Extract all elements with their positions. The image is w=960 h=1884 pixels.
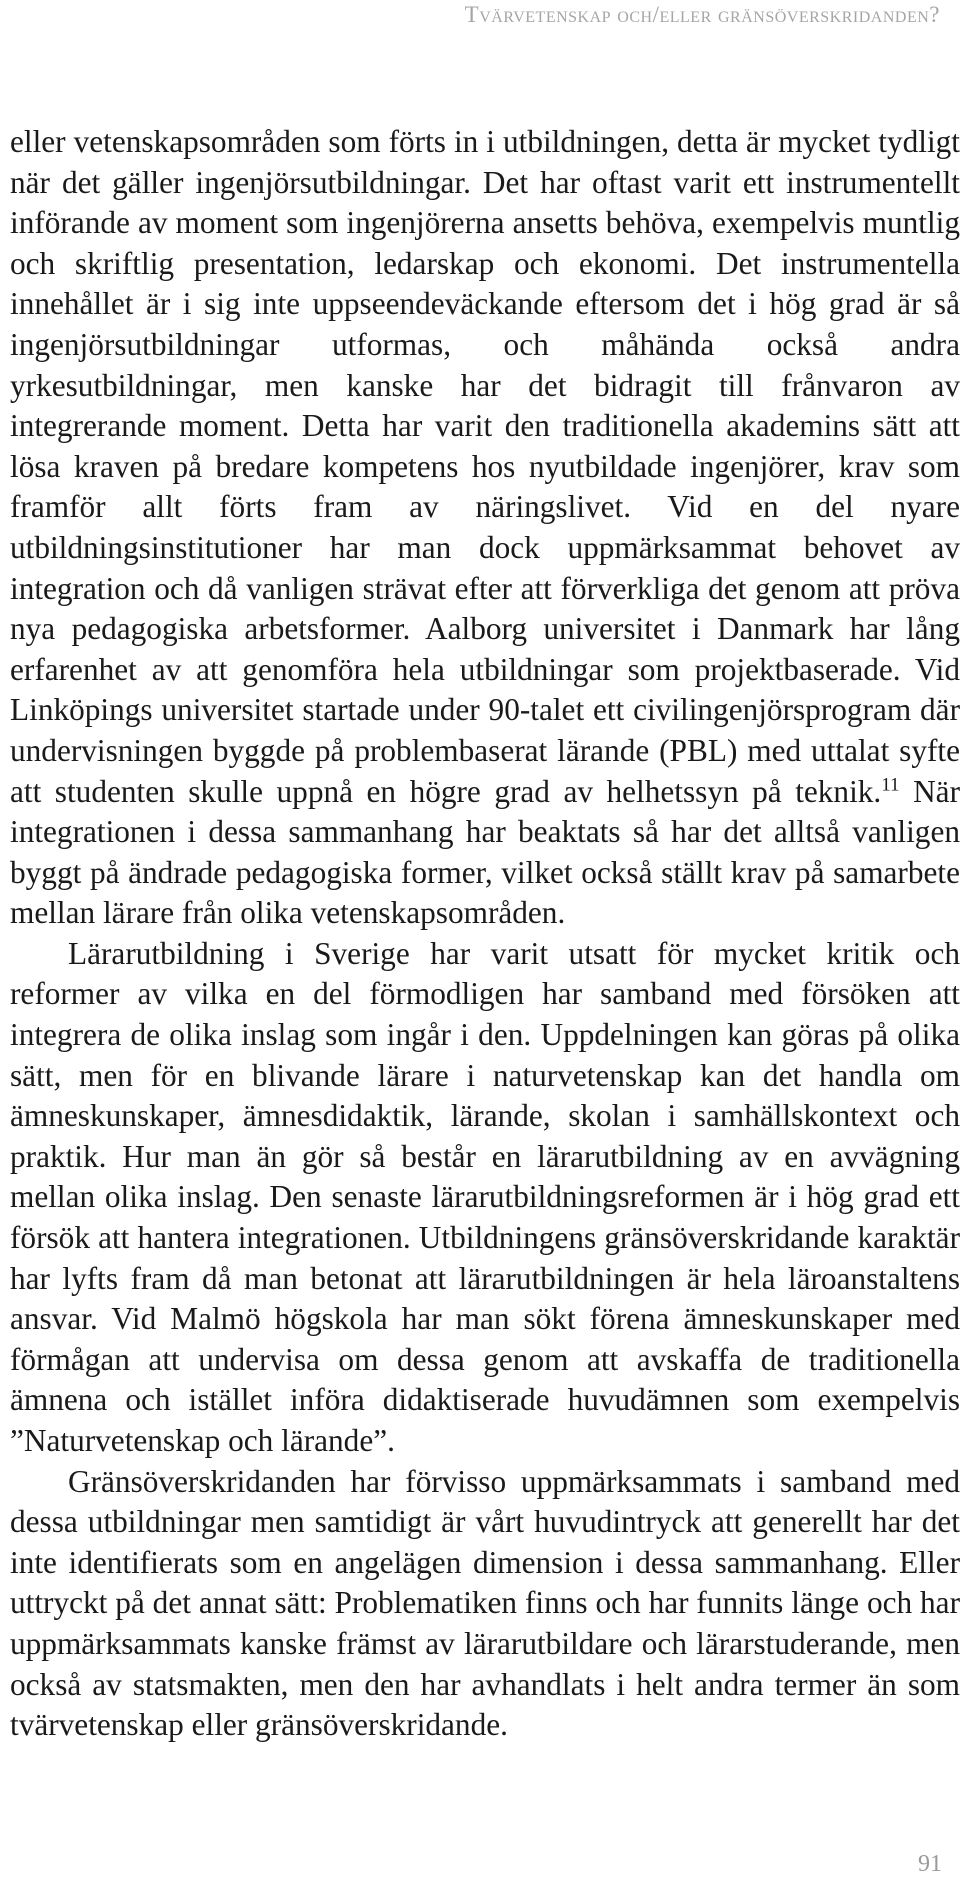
body-text	[10, 122, 960, 1746]
running-head-title: Tvärvetenskap och/eller gränsöverskridanden?	[464, 2, 940, 27]
paragraph-1-text: eller vetenskapsområden som förts in i utbildningen, detta är mycket tydligt när det gäller ingenjörsutbildningar. Det har oftast varit ett instrumentellt införande av moment som ingenjörerna ansetts behöva, exempelvis muntlig och skriftlig presentation, ledarskap och ekonomi. Det instrumentella innehållet är i sig inte uppseendeväckande eftersom det i hög grad är så ingenjörsutbildningar utformas, och måhända också andra yrkesutbildningar, men kanske har det bidragit till frånvaron av integrerande moment. Detta har varit den traditionella akademins sätt att lösa kraven på bredare kompetens hos nyutbildade ingenjörer, krav som framför allt förts fram av näringslivet. Vid en del nyare utbildningsinstitutioner har man dock uppmärksammat behovet av integration och då vanligen strävat efter att förverkliga det genom att pröva nya pedagogiska arbetsformer. Aalborg universitet i Danmark har lång erfarenhet av att genomföra hela utbildningar som projektbaserade. Vid Linköpings universitet startade under 90-talet ett civilingenjörsprogram där undervisningen byggde på problembaserat lärande (PBL) med uttalat syfte att studenten skulle uppnå en högre grad av helhetssyn på teknik.	[10, 124, 960, 809]
page-number: 91	[918, 1851, 942, 1877]
paragraph-1	[10, 122, 960, 934]
paragraph-3: Gränsöverskridanden har förvisso uppmärksammats i samband med dessa utbildningar men samtidigt är vårt huvudintryck att generellt har det inte identifierats som en angelägen dimension i dessa sammanhang. Eller uttryckt på det annat sätt: Problematiken finns och har funnits länge och har uppmärksammats kanske främst av lärarutbildare och lärarstuderande, men också av statsmakten, men den har avhandlats i helt andra termer än som tvärvetenskap eller gränsöverskridande.	[10, 1463, 960, 1743]
paragraph-2: Lärarutbildning i Sverige har varit utsatt för mycket kritik och reformer av vilka en del förmodligen har samband med försöken att integrera de olika inslag som ingår i den. Uppdelningen kan göras på olika sätt, men för en blivande lärare i naturvetenskap kan det handla om ämneskunskaper, ämnesdidaktik, lärande, skolan i samhällskontext och praktik. Hur man än gör så består en lärarutbildning av en avvägning mellan olika inslag. Den senaste lärarutbildningsreformen är i hög grad ett försök att hantera integrationen. Utbildningens gränsöverskridande karaktär har lyfts fram då man betonat att lärarutbildningen är hela läroanstaltens ansvar. Vid Malmö högskola har man sökt förena ämneskunskaper med förmågan att undervisa om dessa genom att avskaffa de traditionella ämnena och istället införa didaktiserade huvudämnen som exempelvis ”Naturvetenskap och lärande”.	[10, 935, 960, 1458]
paragraph-1-text-continued: När integrationen i dessa sammanhang har beaktats så har det alltså vanligen byggt på ändrade pedagogiska former, vilket också ställt krav på samarbete mellan lärare från olika vetenskapsområden.	[10, 773, 960, 931]
footnote-reference-11[interactable]: 11	[881, 774, 900, 796]
